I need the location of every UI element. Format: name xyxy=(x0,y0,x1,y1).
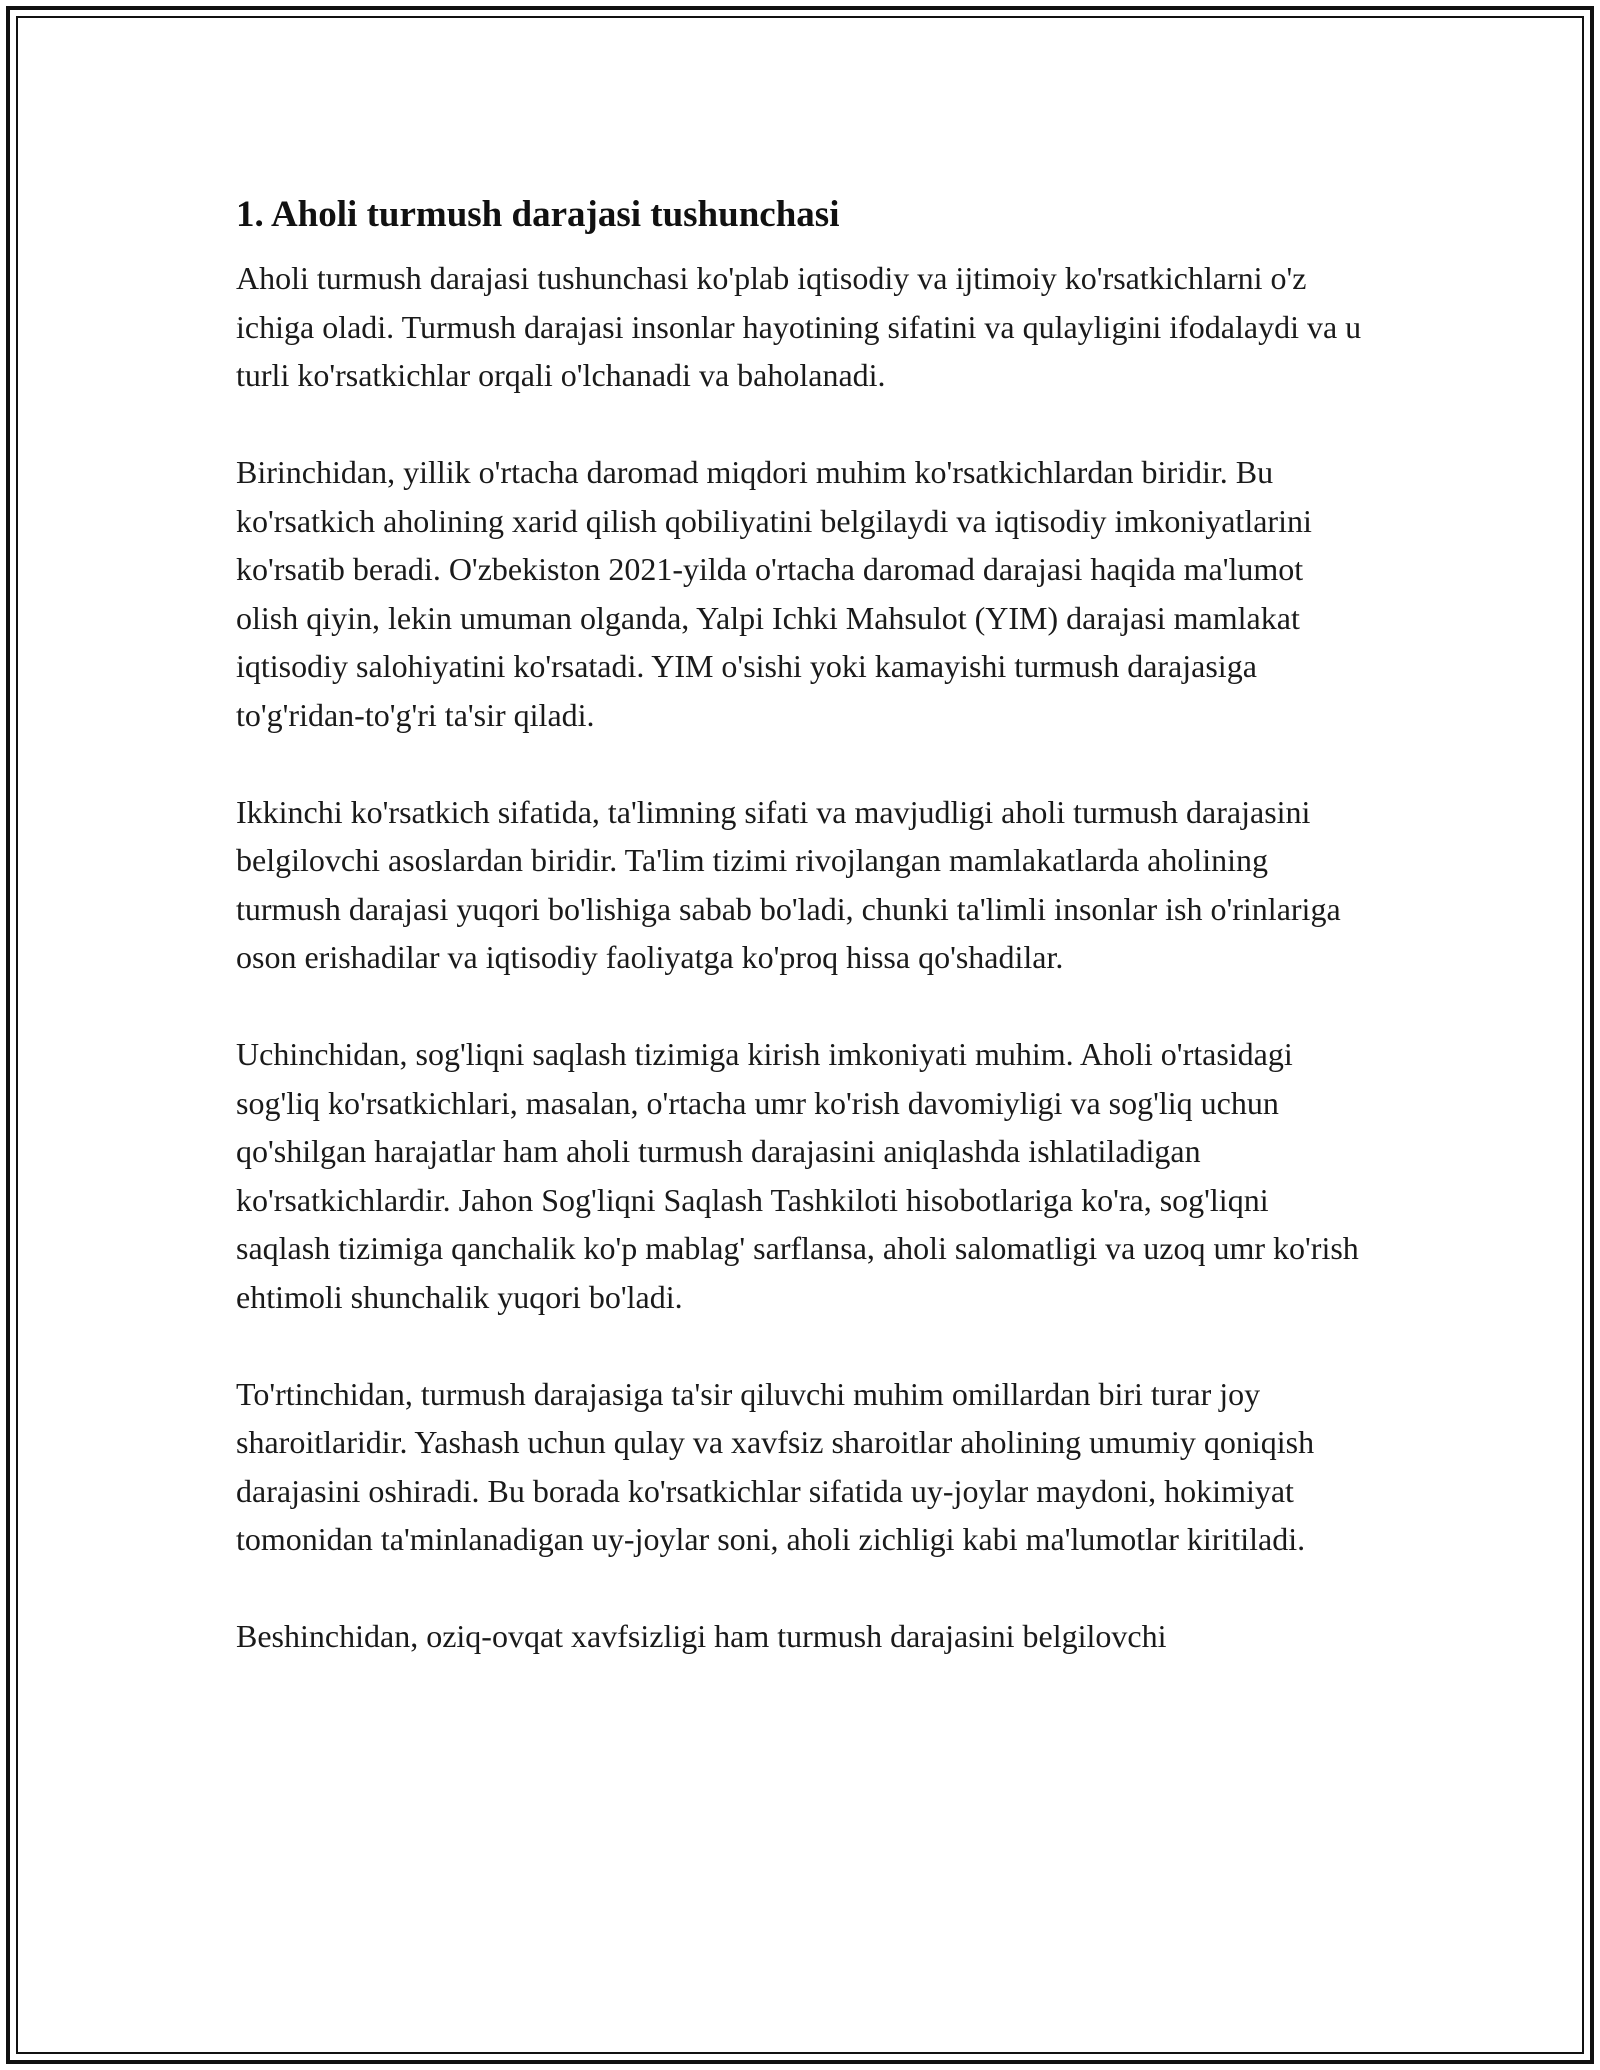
paragraph-healthcare: Uchinchidan, sog'liqni saqlash tizimiga kirish imkoniyati muhim. Aholi o'rtasidagi sog'liq ko'rsatkichlari, masalan, o'rtacha umr ko'rish davomiyligi va sog'liq uchun qo'shilgan harajatlar ham aholi turmush darajasini aniqlashda ishlatiladigan ko'rsatkichlardir. Jahon Sog'liqni Saqlash Tashkiloti hisobotlariga ko'ra, sog'liqni saqlash tizimiga qanchalik ko'p mablag' sarflansa, aholi salomatligi va uzoq umr ko'rish ehtimoli shunchalik yuqori bo'ladi. xyxy=(236,1036,1359,1315)
paragraph-education: Ikkinchi ko'rsatkich sifatida, ta'limning sifati va mavjudligi aholi turmush darajasini belgilovchi asoslardan biridir. Ta'lim tizimi rivojlangan mamlakatlarda aholining turmush darajasi yuqori bo'lishiga sabab bo'ladi, chunki ta'limli insonlar ish o'rinlariga oson erishadilar va iqtisodiy faoliyatga ko'proq hissa qo'shadilar. xyxy=(236,793,1341,975)
paragraph-housing: To'rtinchidan, turmush darajasiga ta'sir qiluvchi muhim omillardan biri turar joy sharoitlaridir. Yashash uchun qulay va xavfsiz sharoitlar aholining umumiy qoniqish darajasini oshiradi. Bu borada ko'rsatkichlar sifatida uy-joylar maydoni, hokimiyat tomonidan ta'minlanadigan uy-joylar soni, aholi zichligi kabi ma'lumotlar kiritiladi. xyxy=(236,1375,1315,1557)
paragraph-intro: Aholi turmush darajasi tushunchasi ko'plab iqtisodiy va ijtimoiy ko'rsatkichlarni o'z ichiga oladi. Turmush darajasi insonlar hayotining sifatini va qulayligini ifodalaydi va u turli ko'rsatkichlar orqali o'lchanadi va baholanadi. xyxy=(236,260,1362,393)
section-heading: 1. Aholi turmush darajasi tushunchasi xyxy=(236,194,840,235)
paragraph-food-security: Beshinchidan, oziq-ovqat xavfsizligi ham turmush darajasini belgilovchi xyxy=(236,1618,1167,1654)
paragraph-income: Birinchidan, yillik o'rtacha daromad miqdori muhim ko'rsatkichlardan biridir. Bu ko'rsatkich aholining xarid qilish qobiliyatini belgilaydi va iqtisodiy imkoniyatlarini ko'rsatib beradi. O'zbekiston 2021-yilda o'rtacha daromad darajasi haqida ma'lumot olish qiyin, lekin umuman olganda, Yalpi Ichki Mahsulot (YIM) darajasi mamlakat iqtisodiy salohiyatini ko'rsatadi. YIM o'sishi yoki kamayishi turmush darajasiga to'g'ridan-to'g'ri ta'sir qiladi. xyxy=(236,454,1312,733)
document-body xyxy=(236,186,1366,1709)
